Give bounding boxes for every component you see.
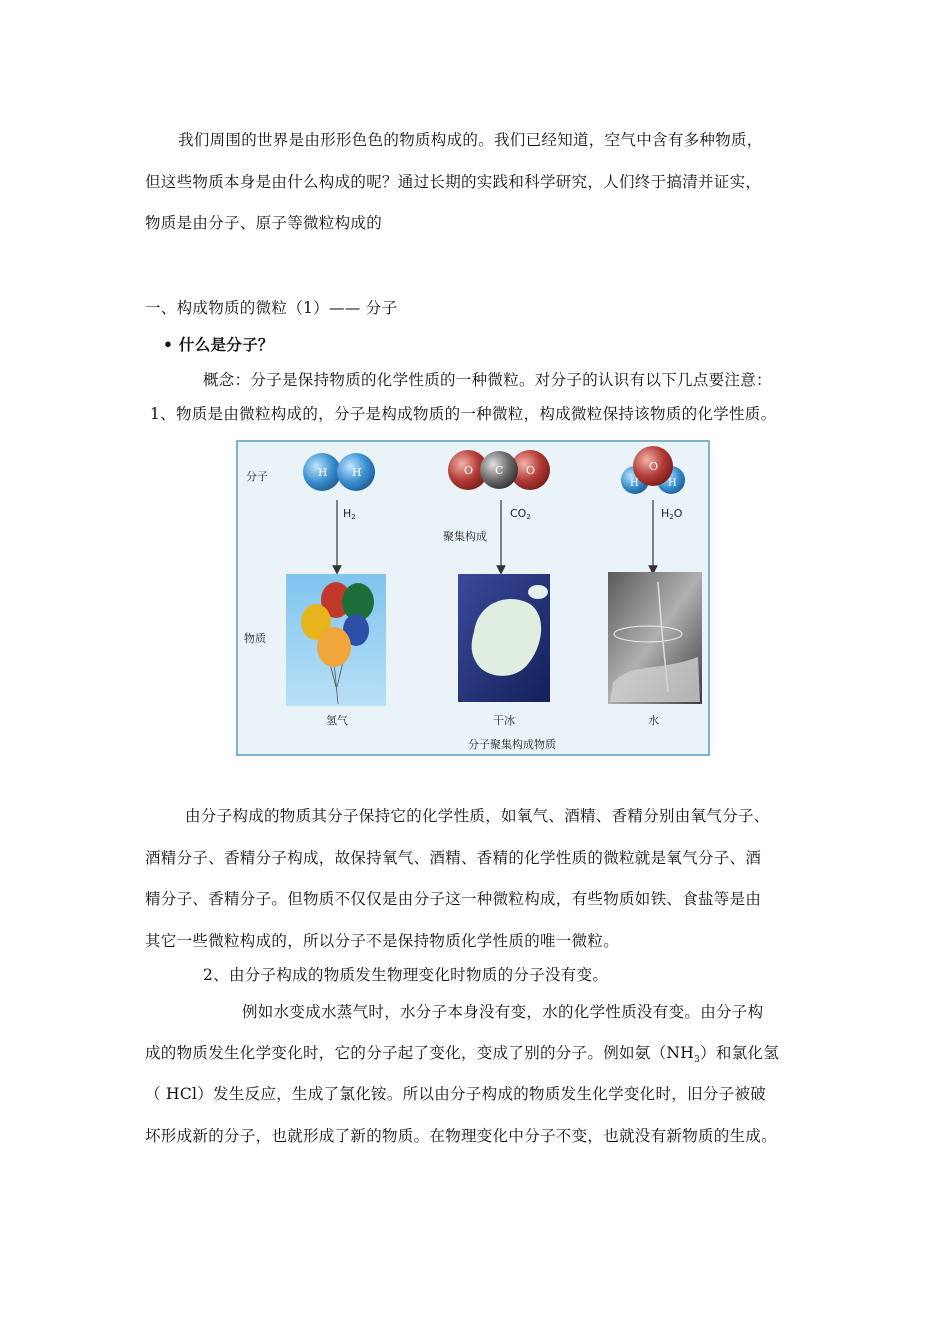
para1-line-1: 由分子构成的物质其分子保持它的化学性质，如氧气、酒精、香精分别由氧气分子、 bbox=[185, 807, 770, 825]
formula-co2: CO2 bbox=[510, 507, 531, 521]
dry-ice-image bbox=[458, 574, 550, 702]
svg-text:H: H bbox=[630, 478, 639, 489]
row-label-substance: 物质 bbox=[244, 632, 266, 645]
molecule-diagram bbox=[238, 442, 712, 758]
formula-h2: H2 bbox=[343, 507, 356, 521]
para2-line-1: 例如水变成水蒸气时，水分子本身没有变，水的化学性质没有变。由分子构 bbox=[242, 1003, 764, 1021]
hydrogen-balloons-image bbox=[286, 574, 386, 706]
bullet-question: • 什么是分子？ bbox=[163, 335, 274, 354]
para2-line-2: 成的物质发生化学变化时，它的分子起了变化，变成了别的分子。例如氨$(NH_3)$和氯化氢 bbox=[145, 1044, 780, 1066]
svg-text:C: C bbox=[495, 464, 504, 477]
svg-text:O: O bbox=[526, 464, 536, 477]
svg-text:H: H bbox=[668, 478, 677, 489]
concept-line: 概念：分子是保持物质的化学性质的一种微粒。对分子的认识有以下几点要注意： bbox=[203, 371, 772, 389]
section-heading: 一、构成物质的微粒（1）—— 分子 bbox=[145, 299, 398, 317]
svg-text:H: H bbox=[352, 466, 362, 479]
svg-text:O: O bbox=[464, 464, 474, 477]
label-dry-ice: 干冰 bbox=[493, 714, 515, 727]
svg-text:H: H bbox=[318, 466, 328, 479]
svg-text:O: O bbox=[649, 460, 659, 473]
aggregate-label: 聚集构成 bbox=[443, 530, 487, 543]
h2o-molecule bbox=[621, 446, 685, 494]
para1-line-4: 其它一些微粒构成的，所以分子不是保持物质化学性质的唯一微粒。 bbox=[145, 932, 620, 950]
para1-line-3: 精分子、香精分子。但物质不仅仅是由分子这一种微粒构成，有些物质如铁、食盐等是由 bbox=[145, 890, 762, 908]
para2-line-3: （ HCl）发生反应，生成了氯化铵。所以由分子构成的物质发生化学变化时，旧分子被破 bbox=[145, 1085, 767, 1103]
h2-molecule bbox=[303, 453, 375, 491]
para1-line-2: 酒精分子、香精分子构成，故保持氧气、酒精、香精的化学性质的微粒就是氧气分子、酒 bbox=[145, 849, 762, 867]
intro-line-3: 物质是由分子、原子等微粒构成的 bbox=[145, 214, 383, 232]
figure-caption: 分子聚集构成物质 bbox=[468, 738, 556, 751]
row-label-molecule: 分子 bbox=[246, 470, 268, 483]
water-image bbox=[608, 572, 702, 704]
formula-h2o: H2O bbox=[661, 507, 683, 521]
molecule-figure bbox=[236, 440, 710, 756]
para2-line-4: 坏形成新的分子，也就形成了新的物质。在物理变化中分子不变，也就没有新物质的生成。 bbox=[145, 1127, 778, 1145]
point-2: 2、由分子构成的物质发生物理变化时物质的分子没有变。 bbox=[203, 966, 609, 984]
intro-line-2: 但这些物质本身是由什么构成的呢？通过长期的实践和科学研究，人们终于搞清并证实， bbox=[145, 173, 762, 191]
intro-line-1: 我们周围的世界是由形形色色的物质构成的。我们已经知道，空气中含有多种物质， bbox=[178, 131, 763, 149]
label-hydrogen: 氢气 bbox=[326, 714, 348, 727]
label-water: 水 bbox=[648, 714, 659, 727]
co2-molecule bbox=[448, 450, 550, 490]
point-1: 1、物质是由微粒构成的，分子是构成物质的一种微粒，构成微粒保持该物质的化学性质。 bbox=[150, 405, 777, 423]
